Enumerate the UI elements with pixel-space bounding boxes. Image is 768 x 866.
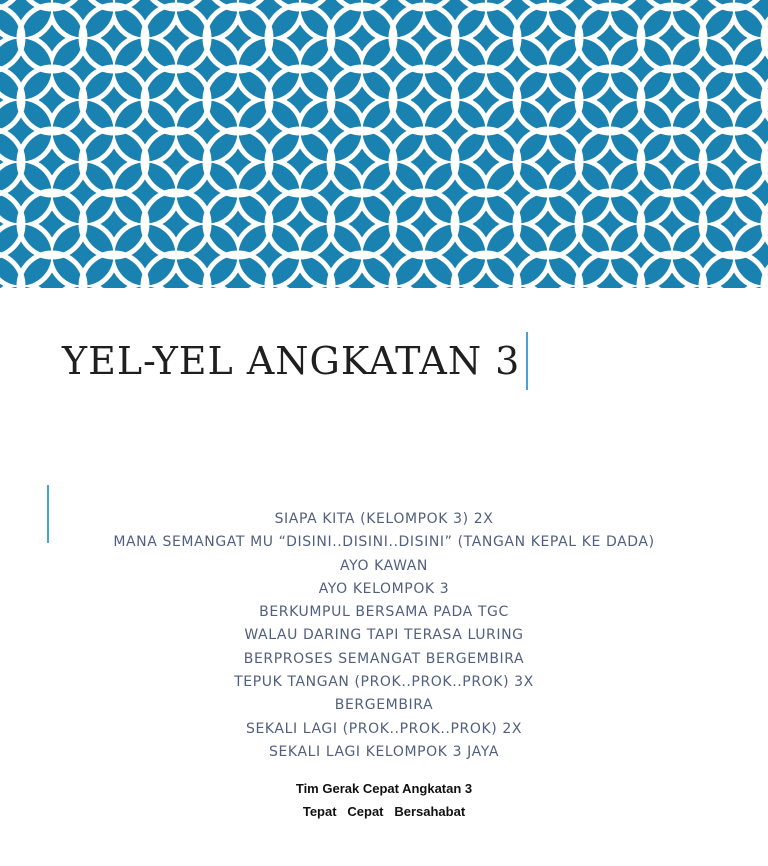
title-container xyxy=(62,332,520,390)
lyric-line: AYO KAWAN xyxy=(339,557,429,574)
lyric-line: AYO KELOMPOK 3 xyxy=(318,580,450,597)
lyrics-block xyxy=(0,508,768,764)
interlocking-circles-pattern xyxy=(0,0,768,288)
lyric-line: MANA SEMANGAT MU “DISINI..DISINI..DISINI” (TANGAN KEPAL KE DADA) xyxy=(113,534,655,551)
lyric-line: BERKUMPUL BERSAMA PADA TGC xyxy=(259,604,509,621)
title-accent-bar xyxy=(526,332,528,390)
signature-block xyxy=(0,777,768,823)
team-name: Tim Gerak Cepat Angkatan 3 xyxy=(295,781,473,796)
team-motto: Tepat Cepat Bersahabat xyxy=(302,804,466,819)
decorative-banner xyxy=(0,0,768,288)
lyric-line: BERPROSES SEMANGAT BERGEMBIRA xyxy=(243,650,525,667)
lyric-line: SEKALI LAGI (PROK..PROK..PROK) 2X xyxy=(245,720,523,737)
lyric-line: SEKALI LAGI KELOMPOK 3 JAYA xyxy=(269,743,499,760)
page-title: YEL-YEL ANGKATAN 3 xyxy=(62,339,521,383)
lyric-line: WALAU DARING TAPI TERASA LURING xyxy=(244,627,524,644)
lyric-line: SIAPA KITA (KELOMPOK 3) 2X xyxy=(274,511,494,527)
lyric-line: BERGEMBIRA xyxy=(334,697,434,714)
lyric-line: TEPUK TANGAN (PROK..PROK..PROK) 3X xyxy=(234,674,534,691)
